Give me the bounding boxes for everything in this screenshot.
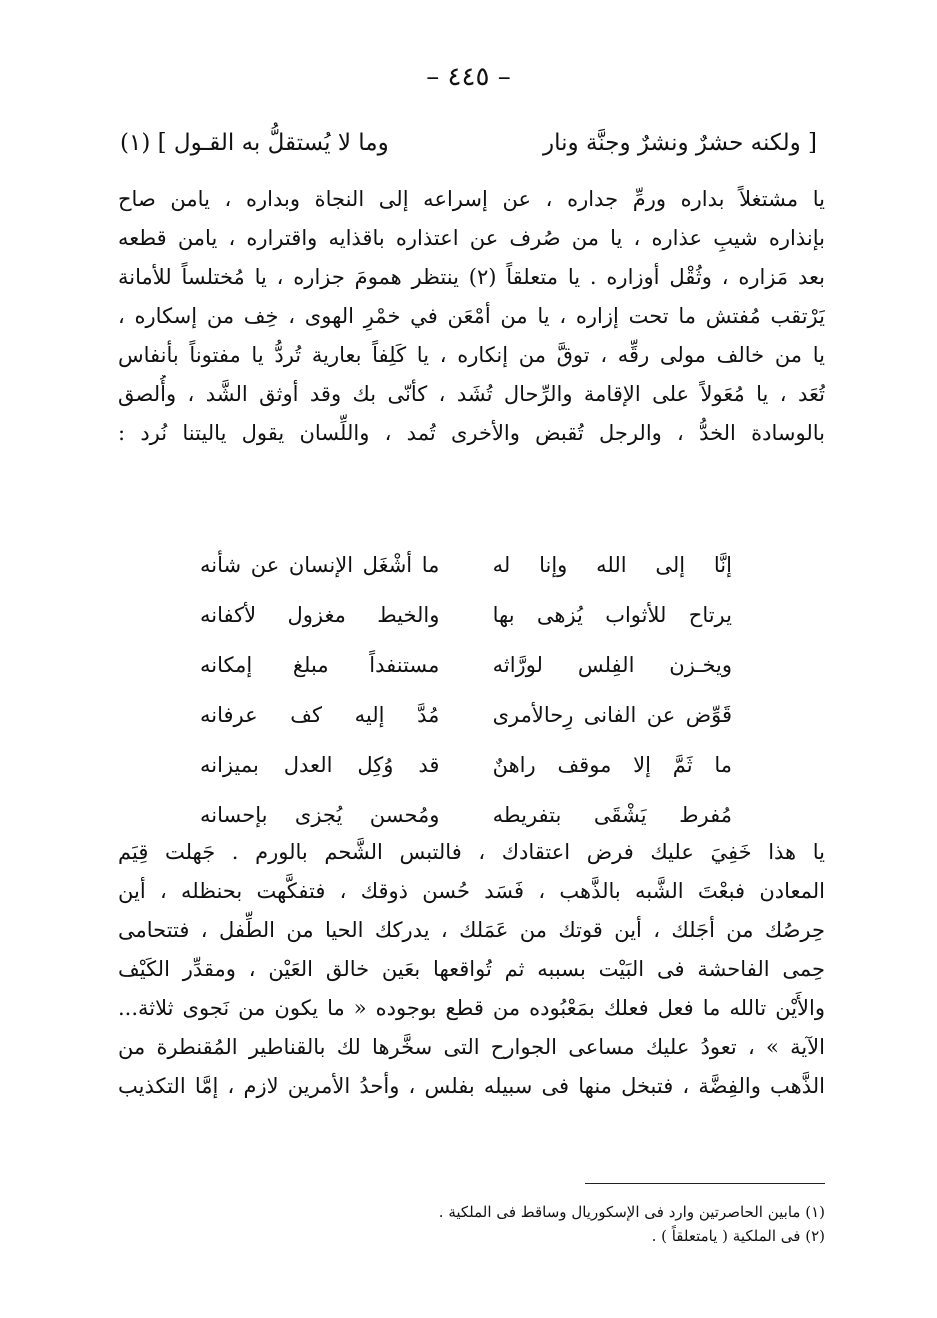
- text-line: الآية » ، تعودُ عليك مساعى الجوارح التى سخَّرها لك بالقناطير المُقنطرة من: [118, 1035, 825, 1059]
- footnotes: [325, 1200, 825, 1248]
- poem-verse: [200, 590, 732, 640]
- paragraph-2: [118, 833, 825, 1106]
- text-line: يا من خالف مولى رقِّه ، توقَّ من إنكاره ، يا كَلِفاً بعارية تُردُّ يا مفتوناً بأنفاس: [118, 343, 825, 367]
- text-line: بعد مَزاره ، وثُقْل أوزاره . يا متعلقاً (٢) ينتظر همومَ جزاره ، يا مُختلساً للأمانة: [118, 265, 825, 289]
- text-line: يا مشتغلاً بداره ورمِّ جداره ، عن إسراعه إلى النجاة وبداره ، يامن صاح: [118, 187, 825, 211]
- footnote: (١) مابين الحاصرتين وارد فى الإسكوريال وساقط فى الملكية .: [438, 1203, 825, 1221]
- text-line: يَرْتقب مُفتش ما تحت إزاره ، يا من أمْعَن في خمْرِ الهوى ، خِف من إسكاره ،: [118, 304, 825, 328]
- text-line: والأَيْن تالله ما فعل فعلك بمَعْبُوده من قطع بوجوده « ما يكون من نَجوى ثلاثة...: [118, 996, 825, 1020]
- verse-first-hemistich: قَوِّض عن الفانى رِحالأمرى: [492, 703, 732, 727]
- verse-second-hemistich: ومُحسن يُجزى بإحسانه: [200, 803, 440, 827]
- verse-first-hemistich: مُفرط يَشْقَى بتفريطه: [492, 803, 732, 827]
- verse-second-hemistich: مُدَّ إليه كف عرفانه: [200, 703, 440, 727]
- footnote: (٢) فى الملكية ( يامتعلقاً ) .: [651, 1227, 825, 1245]
- verse-first-hemistich: يرتاح للأثواب يُزهى بها: [492, 603, 732, 627]
- paragraph-1: [118, 180, 825, 453]
- poem-verse: [200, 540, 732, 590]
- text-line: يا هذا خَفِيَ عليك فرض اعتقادك ، فالتبس الشَّحم بالورم . جَهلت قِيَم: [118, 840, 825, 864]
- text-line: تُعَد ، يا مُعَولاً على الإقامة والرِّحال تُشَد ، كأنّى بك وقد أوثق الشَّد ، وأُلصق: [118, 382, 825, 406]
- verse-second-hemistich: قد وُكِل العدل بميزانه: [200, 753, 440, 777]
- poem-verse: [200, 690, 732, 740]
- verse-second-hemistich: مستنفداً مبلغ إمكانه: [200, 653, 440, 677]
- verse-second-hemistich: والخيط مغزول لأكفانه: [200, 603, 440, 627]
- footnote-divider: [585, 1183, 825, 1184]
- opening-verse: [120, 130, 817, 156]
- text-line: حِمى الفاحشة فى البَيْت بسببه ثم تُواقعها بعَين خالق العَيْن ، ومقدِّر الكَيْف: [118, 957, 825, 981]
- text-line: الذَّهب والفِضَّة ، فتبخل منها فى سبيله بفلس ، وأحدُ الأمرين لازم ، إمَّا التكذيب: [118, 1074, 825, 1098]
- text-line: بالوسادة الخدُّ ، والرجل تُقبض والأخرى تُمد ، واللِّسان يقول ياليتنا نُرد :: [118, 421, 825, 445]
- text-line: المعادن فبعْتَ الشَّبه بالذَّهب ، فَسَد حُسن ذوقك ، فتفكَّهت بحنظله ، أين: [118, 879, 825, 903]
- opening-verse-right: [ ولكنه حشرٌ ونشرٌ وجنَّة ونار: [543, 130, 817, 156]
- text-line: حِرصُك من أجَلك ، أين قوتك من عَمَلك ، يدركك الحيا من الطِّفل ، فتتحامى: [118, 918, 825, 942]
- poem-verse: [200, 740, 732, 790]
- poem: [200, 540, 732, 840]
- verse-first-hemistich: إنَّا إلى الله وإنا له: [492, 553, 732, 577]
- verse-first-hemistich: ويخـزن الفِلس لورَّاثه: [492, 653, 732, 677]
- opening-verse-left: وما لا يُستقلُّ به القـول ] (١): [120, 130, 389, 156]
- verse-first-hemistich: ما ثَمَّ إلا موقف راهنٌ: [492, 753, 732, 777]
- page-number: – ٤٤٥ –: [426, 62, 511, 92]
- text-line: بإنذاره شيبِ عذاره ، يا من صُرف عن اعتذاره باقذايه واقتراره ، يامن قطعه: [118, 226, 825, 250]
- poem-verse: [200, 640, 732, 690]
- verse-second-hemistich: ما أشْغَل الإنسان عن شأنه: [200, 553, 440, 577]
